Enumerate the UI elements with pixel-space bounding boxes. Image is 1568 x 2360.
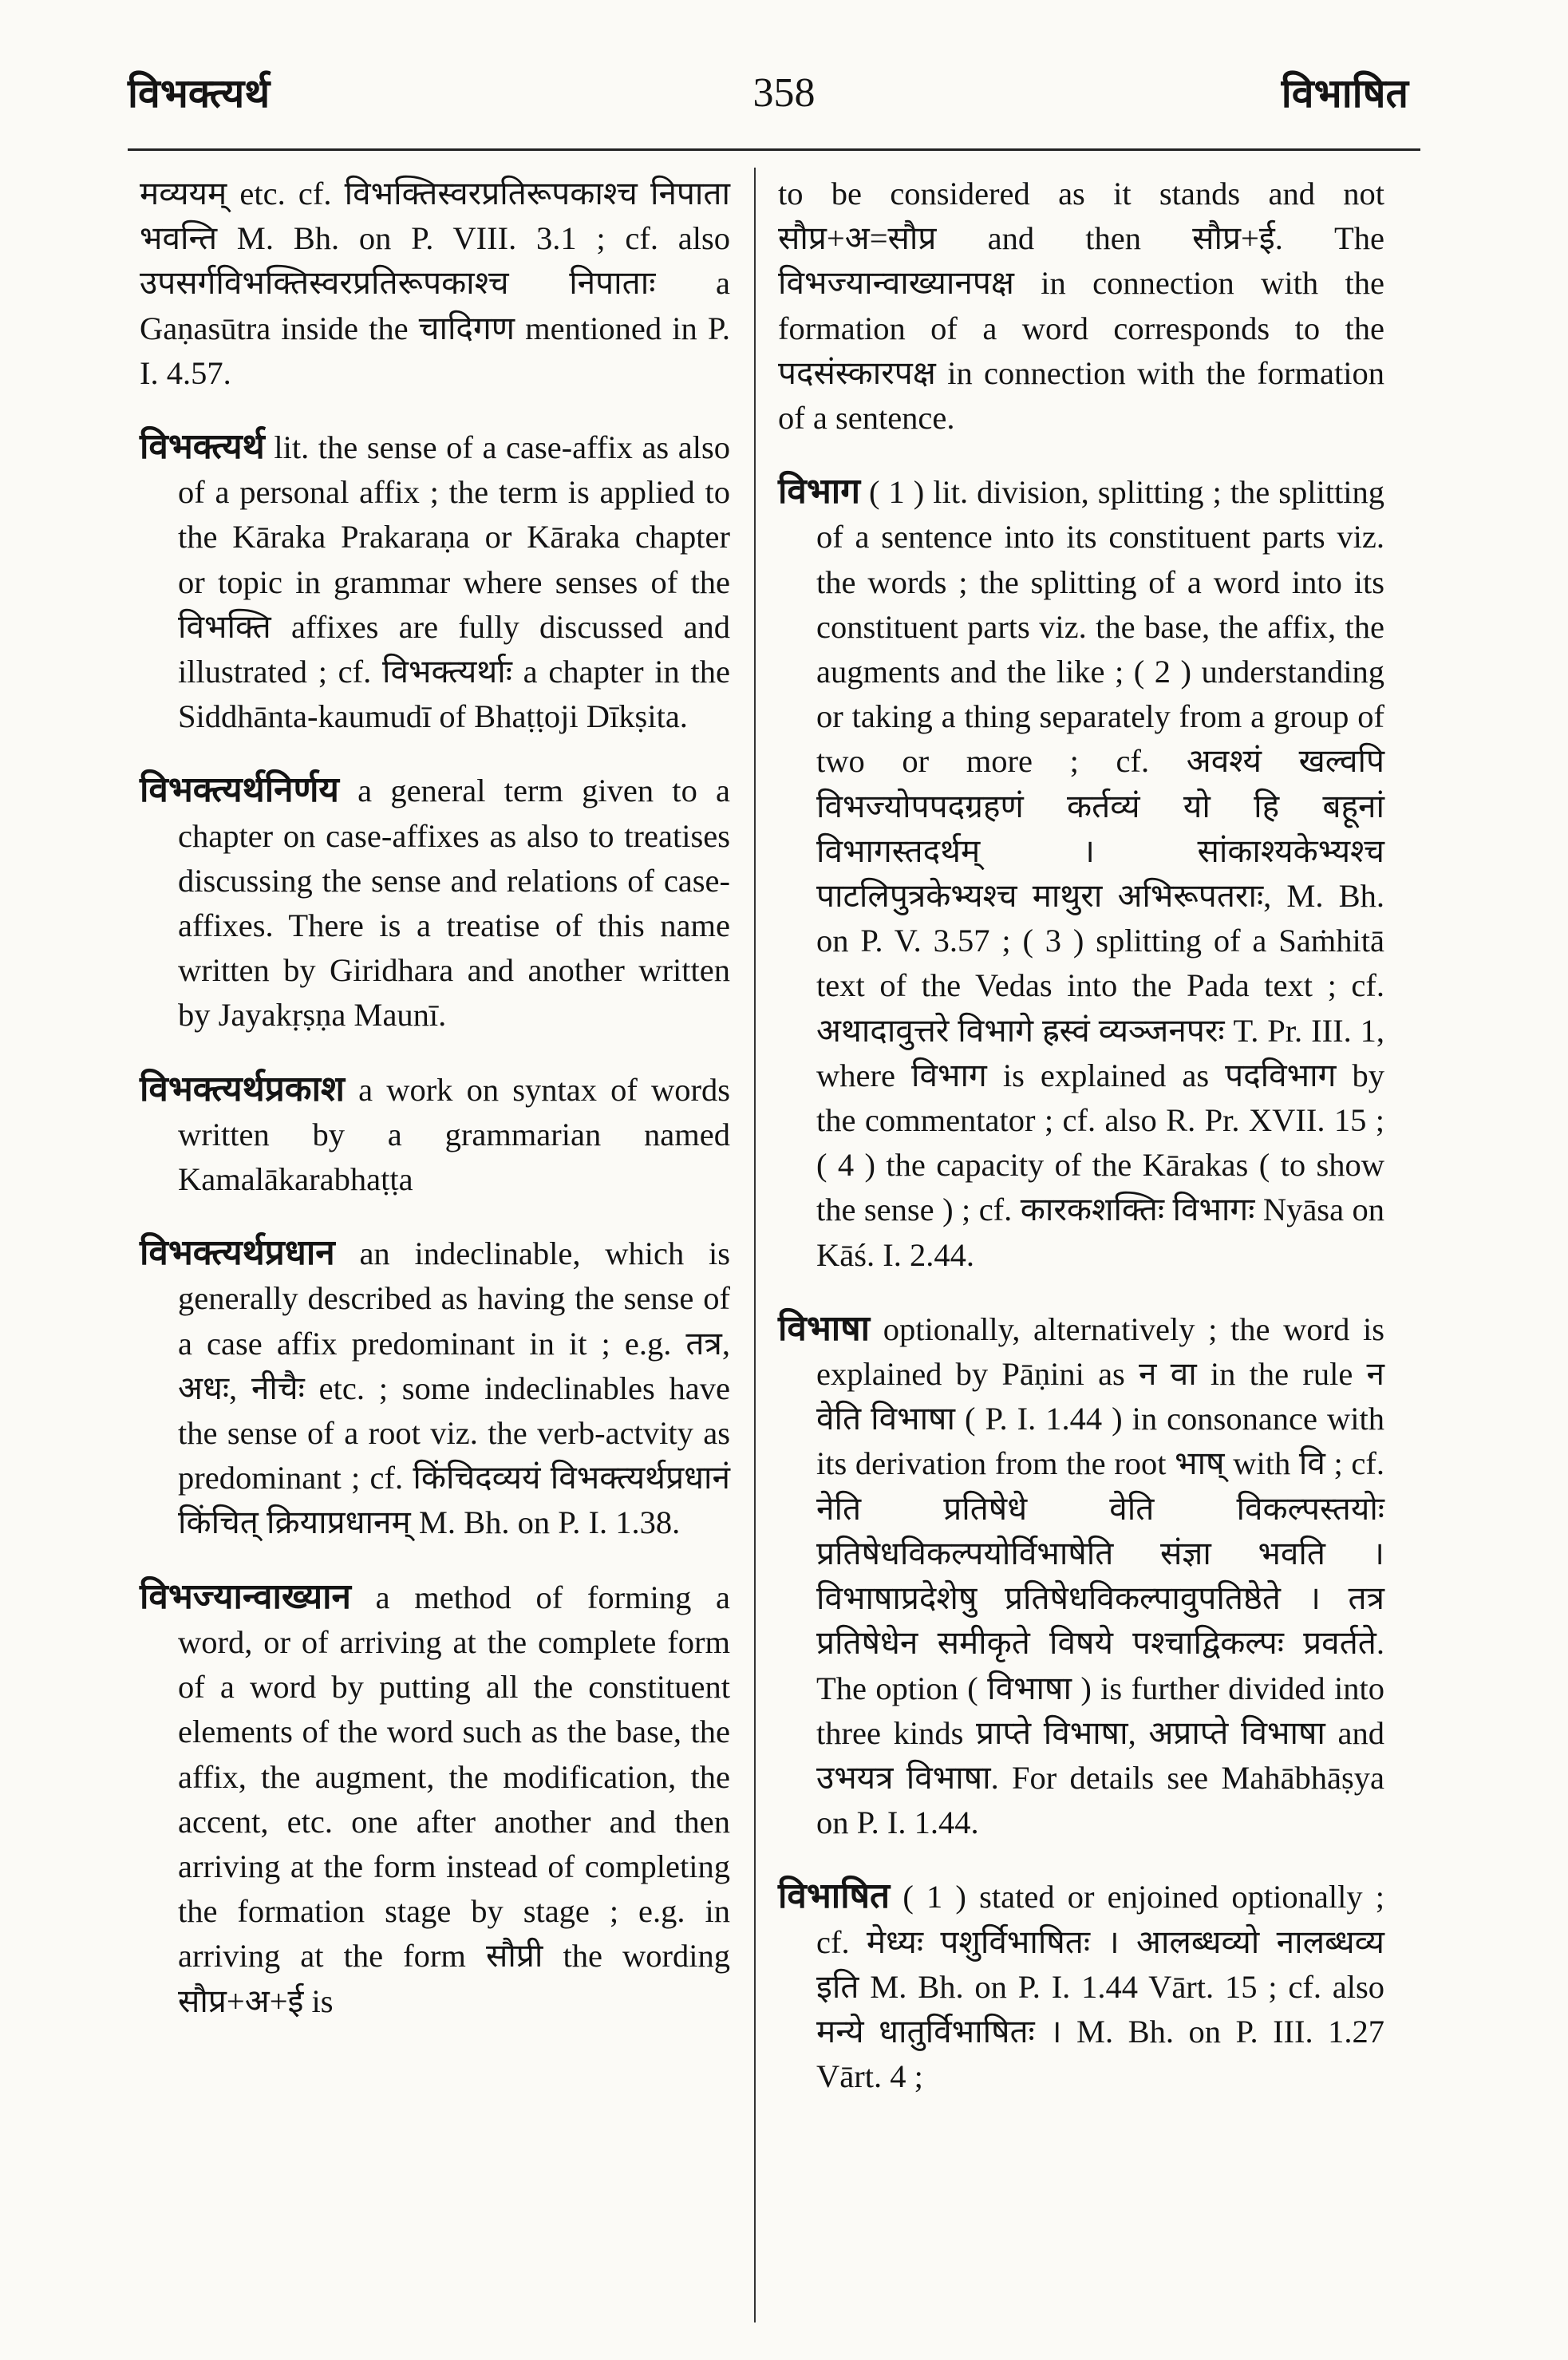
headword: विभज्यान्वाख्यान (140, 1576, 351, 1616)
dictionary-entry: विभक्त्यर्थनिर्णय a general term given to a chapter on case-affixes as also to treatises discussing the sense and relations of case-affixes. There is a treatise of this name written by Giridhara and another written by Jayakṛṣṇa Maunī. (140, 770, 730, 1034)
dictionary-entry: विभाषा optionally, alternatively ; the word is explained by Pāṇini as न वा in the rule न वेति विभाषा ( P. I. 1.44 ) in consonance with its derivation from the root भाष् with वि ; cf. नेति प्रतिषेधे वेति विकल्पस्तयोः प्रतिषेधविकल्पयोर्विभाषेति संज्ञा भवति । विभाषाप्रदेशेषु प्रतिषेधविकल्पावुपतिष्ठेते । तत्र प्रतिषेधेन समीकृते विषये पश्चाद्विकल्पः प्रवर्तते. The option ( विभाषा ) is further divided into three kinds प्राप्ते विभाषा, अप्राप्ते विभाषा and उभयत्र विभाषा. For details see Mahābhāṣya on P. I. 1.44. (778, 1308, 1385, 1841)
headword: विभक्त्यर्थ (140, 427, 265, 467)
dictionary-entry: विभक्त्यर्थप्रकाश a work on syntax of words written by a grammarian named Kamalākarabhaṭṭa (140, 1069, 731, 1198)
running-head-left: विभक्त्यर्थ (128, 71, 271, 116)
dictionary-entry: विभज्यान्वाख्यान a method of forming a word, or of arriving at the complete form of a word by putting all the constituent elements of the word such as the base, the affix, the augment, the modification, the accent, etc. one after another and then arriving at the form instead of completing the formation stage by stage ; e.g. in arriving at the form सौप्री the wording सौप्र+अ+ई is (140, 1576, 731, 2019)
left-column (140, 172, 730, 2024)
dictionary-entry: विभक्त्यर्थ lit. the sense of a case-affix as also of a personal affix ; the term is applied to the Kāraka Prakaraṇa or Kāraka chapter or topic in grammar where senses of the विभक्ति affixes are fully discussed and illustrated ; cf. विभक्त्यर्थाः a chapter in the Siddhānta-kaumudī of Bhaṭṭoji Dīkṣita. (140, 427, 731, 735)
headword: विभक्त्यर्थप्रकाश (140, 1069, 345, 1109)
running-head-right: विभाषित (1281, 71, 1408, 116)
header-rule (128, 148, 1420, 151)
headword: विभाग (778, 472, 860, 512)
dictionary-entry: to be considered as it stands and not सौप्र+अ=सौप्र and then सौप्र+ई. The विभज्यान्वाख्यानपक्ष in connection with the formation of a word corresponds to the पदसंस्कारपक्ष in connection with the formation of a sentence. (778, 176, 1384, 437)
dictionary-entry: विभाग ( 1 ) lit. division, splitting ; the splitting of a sentence into its constituent parts viz. the words ; the splitting of a word into its constituent parts viz. the base, the affix, the augments and the like ; ( 2 ) understanding or taking a thing separately from a group of two or more ; cf. अवश्यं खल्वपि विभज्योपपदग्रहणं कर्तव्यं यो हि बहूनां विभागस्तदर्थम् । सांकाश्यकेभ्यश्च पाटलिपुत्रकेभ्यश्च माथुरा अभिरूपतराः, M. Bh. on P. V. 3.57 ; ( 3 ) splitting of a Saṁhitā text of the Vedas into the Pada text ; cf. अथादावुत्तरे विभागे ह्रस्वं व्यञ्जनपरः T. Pr. III. 1, where विभाग is explained as पदविभाग by the commentator ; cf. also R. Pr. XVII. 15 ; ( 4 ) the capacity of the Kārakas ( to show the sense ) ; cf. कारकशक्तिः विभागः Nyāsa on Kāś. I. 2.44. (778, 472, 1384, 1273)
column-divider (754, 168, 756, 2322)
dictionary-entry: विभक्त्यर्थप्रधान an indeclinable, which is generally described as having the sense of a case affix predominant in it ; e.g. तत्र, अधः, नीचैः etc. ; some indeclinables have the sense of a root viz. the verb-actvity as predominant ; cf. किंचिदव्ययं विभक्त्यर्थप्रधानं किंचित् क्रियाप्रधानम् M. Bh. on P. I. 1.38. (140, 1233, 730, 1541)
headword: विभाषा (778, 1308, 871, 1348)
headword: विभक्त्यर्थप्रधान (140, 1233, 335, 1273)
right-column (778, 172, 1384, 2099)
dictionary-entry: विभाषित ( 1 ) stated or enjoined optionally ; cf. मेध्यः पशुर्विभाषितः । आलब्धव्यो नालब्धव्य इति M. Bh. on P. I. 1.44 Vārt. 15 ; cf. also मन्ये धातुर्विभाषितः । M. Bh. on P. III. 1.27 Vārt. 4 ; (778, 1876, 1385, 2095)
headword: विभक्त्यर्थनिर्णय (140, 770, 339, 810)
page-number: 358 (752, 70, 816, 116)
dictionary-entry: मव्ययम् etc. cf. विभक्तिस्वरप्रतिरूपकाश्च निपाता भवन्ति M. Bh. on P. VIII. 3.1 ; cf. also उपसर्गविभक्तिस्वरप्रतिरूपकाश्च निपाताः a Gaṇasūtra inside the चादिगण mentioned in P. I. 4.57. (140, 176, 730, 391)
headword: विभाषित (778, 1876, 891, 1916)
